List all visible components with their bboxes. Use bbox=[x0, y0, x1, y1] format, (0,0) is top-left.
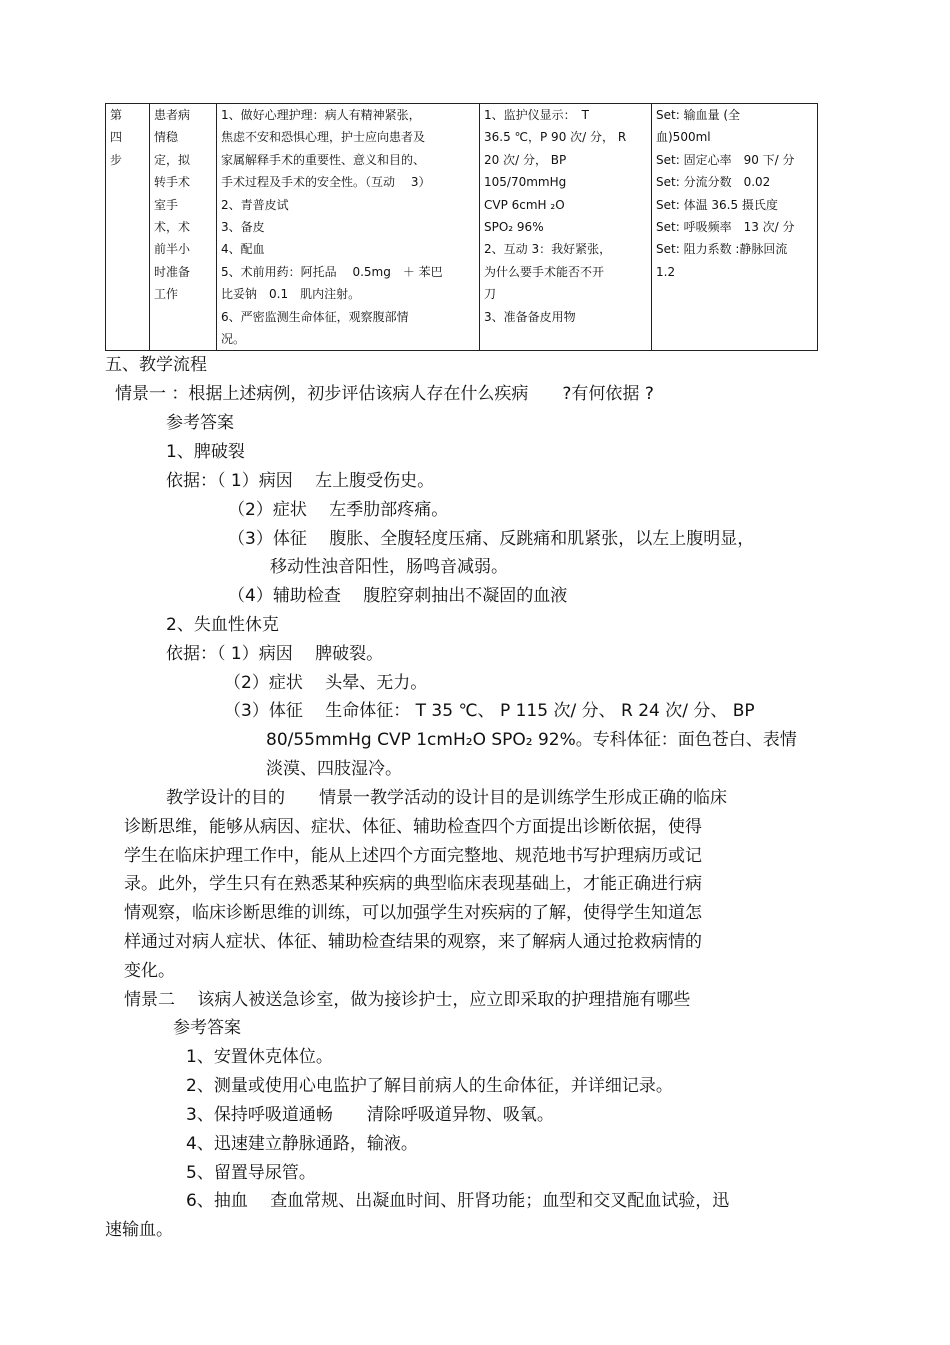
nursing-line: 家属解释手术的重要性、意义和目的、 bbox=[221, 152, 426, 167]
settings-line: Set: 体温 36.5 摄氏度 bbox=[656, 197, 778, 212]
scene2-question: 情景二 该病人被送急诊室，做为接诊护士，应立即采取的护理措施有哪些 bbox=[124, 990, 691, 1010]
nursing-line: 5、术前用药：阿托品 0.5mg ＋ 苯巴 bbox=[221, 264, 443, 279]
monitor-line: 2、互动 3：我好紧张， bbox=[484, 242, 612, 257]
purpose-paragraph: 情观察，临床诊断思维的训练，可以加强学生对疾病的了解，使得学生知道怎 bbox=[124, 903, 702, 923]
scene1-answer-label: 参考答案 bbox=[166, 413, 234, 433]
diagnosis-2-title: 2、失血性休克 bbox=[166, 615, 279, 635]
diagnosis-1-basis: （2）症状 左季肋部疼痛。 bbox=[228, 500, 449, 520]
measure-item: 3、保持呼吸道通畅 清除呼吸道异物、吸氧。 bbox=[186, 1105, 554, 1125]
diagnosis-2-basis: 依据：（ 1）病因 脾破裂。 bbox=[166, 644, 384, 664]
stage-line: 前半小 bbox=[154, 242, 191, 257]
step-char: 第 bbox=[110, 108, 123, 122]
measure-item: 2、测量或使用心电监护了解目前病人的生命体征，并详细记录。 bbox=[186, 1076, 673, 1096]
teaching-step-table bbox=[105, 103, 818, 351]
stage-line: 时准备 bbox=[154, 264, 191, 279]
settings-line: Set: 阻力系数 :静脉回流 bbox=[656, 242, 788, 257]
monitor-line: 105/70mmHg bbox=[484, 175, 567, 190]
monitor-cell bbox=[480, 104, 652, 351]
measure-item: 1、安置休克体位。 bbox=[186, 1047, 333, 1067]
monitor-line: SPO₂ 96% bbox=[484, 220, 544, 235]
diagnosis-2-basis: （2）症状 头晕、无力。 bbox=[224, 673, 428, 693]
nursing-line: 比妥钠 0.1 肌内注射。 bbox=[221, 287, 361, 302]
stage-line: 工作 bbox=[154, 287, 179, 302]
table-row bbox=[106, 104, 818, 351]
stage-line: 定，拟 bbox=[154, 152, 191, 167]
nursing-line: 况。 bbox=[221, 332, 246, 347]
measure-item-continuation: 速输血。 bbox=[105, 1220, 173, 1240]
measure-item: 6、抽血 查血常规、出凝血时间、肝肾功能；血型和交叉配血试验，迅 bbox=[186, 1191, 730, 1211]
step-cell bbox=[106, 104, 150, 351]
stage-line: 转手术 bbox=[154, 175, 191, 190]
monitor-line: 1、监护仪显示： T bbox=[484, 108, 589, 122]
monitor-line: 20 次/ 分， BP bbox=[484, 152, 567, 167]
scene1-question: 情景一 ：根据上述病例，初步评估该病人存在什么疾病 ?有何依据 ? bbox=[115, 384, 654, 404]
nursing-line: 6、严密监测生命体征，观察腹部情 bbox=[221, 309, 409, 324]
monitor-line: 3、准备备皮用物 bbox=[484, 309, 576, 324]
settings-line: Set: 输血量 (全 bbox=[656, 108, 741, 122]
purpose-paragraph: 学生在临床护理工作中，能从上述四个方面完整地、规范地书写护理病历或记 bbox=[124, 846, 702, 866]
diagnosis-1-basis: （3）体征 腹胀、全腹轻度压痛、反跳痛和肌紧张，以左上腹明显， bbox=[228, 529, 755, 549]
purpose-paragraph: 教学设计的目的 情景一教学活动的设计目的是训练学生形成正确的临床 bbox=[166, 788, 727, 808]
settings-line: Set: 分流分数 0.02 bbox=[656, 175, 771, 190]
nursing-line: 2、青普皮试 bbox=[221, 197, 289, 212]
monitor-line: CVP 6cmH ₂O bbox=[484, 197, 565, 212]
settings-cell bbox=[652, 104, 818, 351]
diagnosis-1-basis: 依据：（ 1）病因 左上腹受伤史。 bbox=[166, 471, 435, 491]
stage-line: 术，术 bbox=[154, 220, 191, 235]
diagnosis-2-basis: （3）体征 生命体征： T 35 ℃、 P 115 次/ 分、 R 24 次/ 分、 BP bbox=[224, 701, 755, 721]
nursing-cell bbox=[217, 104, 480, 351]
nursing-line: 手术过程及手术的安全性。（互动 3） bbox=[221, 175, 431, 190]
settings-line: 血)500ml bbox=[656, 130, 711, 145]
scene2-answer-label: 参考答案 bbox=[173, 1018, 241, 1038]
stage-line: 情稳 bbox=[154, 130, 179, 145]
purpose-paragraph: 变化。 bbox=[124, 961, 175, 981]
settings-line: Set: 呼吸频率 13 次/ 分 bbox=[656, 220, 795, 235]
purpose-paragraph: 诊断思维，能够从病因、症状、体征、辅助检查四个方面提出诊断依据，使得 bbox=[124, 817, 702, 837]
measure-item: 4、迅速建立静脉通路，输液。 bbox=[186, 1134, 418, 1154]
nursing-line: 1、做好心理护理：病人有精神紧张， bbox=[221, 108, 421, 122]
monitor-line: 36.5 ℃，P 90 次/ 分， R bbox=[484, 130, 627, 145]
monitor-line: 刀 bbox=[484, 287, 497, 302]
diagnosis-2-basis: 淡漠、四肢湿冷。 bbox=[266, 759, 402, 779]
settings-line: Set: 固定心率 90 下/ 分 bbox=[656, 152, 795, 167]
nursing-line: 焦虑不安和恐惧心理，护士应向患者及 bbox=[221, 130, 426, 145]
purpose-paragraph: 样通过对病人症状、体征、辅助检查结果的观察，来了解病人通过抢救病情的 bbox=[124, 932, 702, 952]
diagnosis-1-basis: （4）辅助检查 腹腔穿刺抽出不凝固的血液 bbox=[228, 586, 568, 606]
diagnosis-1-title: 1、脾破裂 bbox=[166, 442, 245, 462]
purpose-paragraph: 录。此外，学生只有在熟悉某种疾病的典型临床表现基础上，才能正确进行病 bbox=[124, 874, 702, 894]
diagnosis-2-basis: 80/55mmHg CVP 1cmH₂O SPO₂ 92%。专科体征：面色苍白、表情 bbox=[266, 730, 797, 750]
section-title: 五、教学流程 bbox=[105, 355, 207, 375]
settings-line: 1.2 bbox=[656, 264, 676, 279]
nursing-line: 4、配血 bbox=[221, 242, 265, 257]
stage-cell bbox=[150, 104, 217, 351]
nursing-line: 3、备皮 bbox=[221, 220, 265, 235]
step-char: 四 bbox=[110, 130, 123, 145]
diagnosis-1-basis: 移动性浊音阳性，肠鸣音减弱。 bbox=[270, 557, 508, 577]
stage-line: 患者病 bbox=[154, 108, 191, 122]
measure-item: 5、留置导尿管。 bbox=[186, 1163, 316, 1183]
step-char: 步 bbox=[110, 152, 123, 167]
stage-line: 室手 bbox=[154, 197, 179, 212]
monitor-line: 为什么要手术能否不开 bbox=[484, 264, 605, 279]
